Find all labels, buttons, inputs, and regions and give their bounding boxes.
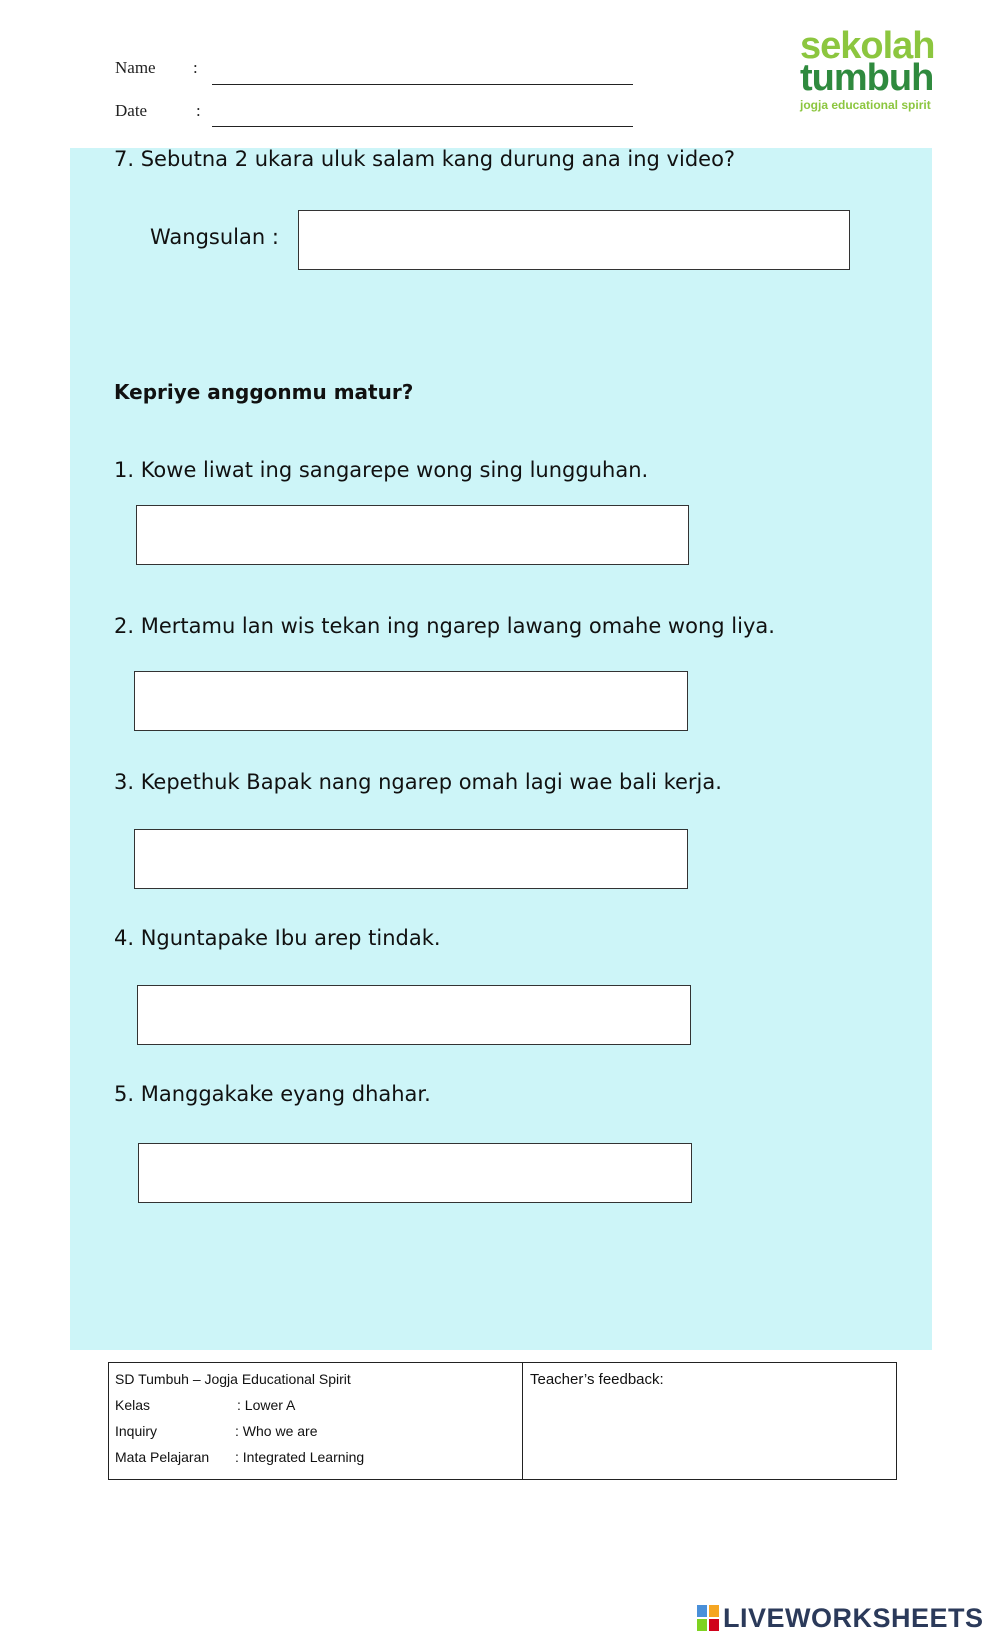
footer-mapel-value: : Integrated Learning bbox=[235, 1449, 365, 1465]
logo-tagline: jogja educational spirit bbox=[800, 98, 931, 112]
footer-kelas-label: Kelas bbox=[115, 1397, 151, 1413]
name-field[interactable] bbox=[212, 84, 633, 85]
date-label: Date bbox=[115, 101, 148, 120]
section-title: Kepriye anggonmu matur? bbox=[114, 380, 414, 404]
date-colon: : bbox=[196, 101, 201, 120]
footer-inquiry-label: Inquiry bbox=[115, 1423, 158, 1439]
footer-feedback-label: Teacher’s feedback: bbox=[530, 1371, 664, 1388]
school-logo bbox=[800, 25, 950, 130]
item-3-text: 3. Kepethuk Bapak nang ngarep omah lagi wae bali kerja. bbox=[114, 770, 722, 794]
logo-line-1: sekolah bbox=[800, 25, 935, 67]
item-5-text: 5. Manggakake eyang dhahar. bbox=[114, 1082, 431, 1106]
item-4-text: 4. Nguntapake Ibu arep tindak. bbox=[114, 926, 441, 950]
footer-divider bbox=[522, 1363, 523, 1479]
footer-kelas-value: : Lower A bbox=[237, 1397, 296, 1413]
answer-input-5[interactable] bbox=[138, 1143, 692, 1203]
answer-input-3[interactable] bbox=[134, 829, 688, 889]
item-1-text: 1. Kowe liwat ing sangarepe wong sing lungguhan. bbox=[114, 458, 649, 482]
question-7: 7. Sebutna 2 ukara uluk salam kang durung ana ing video? bbox=[114, 147, 736, 171]
footer-mapel-label: Mata Pelajaran bbox=[115, 1449, 210, 1465]
date-field[interactable] bbox=[212, 126, 633, 127]
answer-input-1[interactable] bbox=[136, 505, 689, 565]
answer-input-4[interactable] bbox=[137, 985, 691, 1045]
footer-info-table bbox=[108, 1362, 897, 1480]
answer-input-q7[interactable] bbox=[298, 210, 850, 270]
liveworksheets-text: LIVEWORKSHEETS bbox=[723, 1602, 984, 1633]
item-2-text: 2. Mertamu lan wis tekan ing ngarep lawang omahe wong liya. bbox=[114, 614, 775, 638]
liveworksheets-watermark[interactable] bbox=[697, 1602, 984, 1634]
footer-inquiry-value: : Who we are bbox=[235, 1423, 318, 1439]
liveworksheets-logo-icon bbox=[697, 1605, 719, 1631]
name-colon: : bbox=[193, 58, 198, 77]
answer-input-2[interactable] bbox=[134, 671, 688, 731]
name-label: Name bbox=[115, 58, 156, 77]
logo-line-2: tumbuh bbox=[800, 57, 934, 99]
footer-school: SD Tumbuh – Jogja Educational Spirit bbox=[115, 1371, 351, 1387]
answer-label: Wangsulan : bbox=[150, 225, 279, 249]
